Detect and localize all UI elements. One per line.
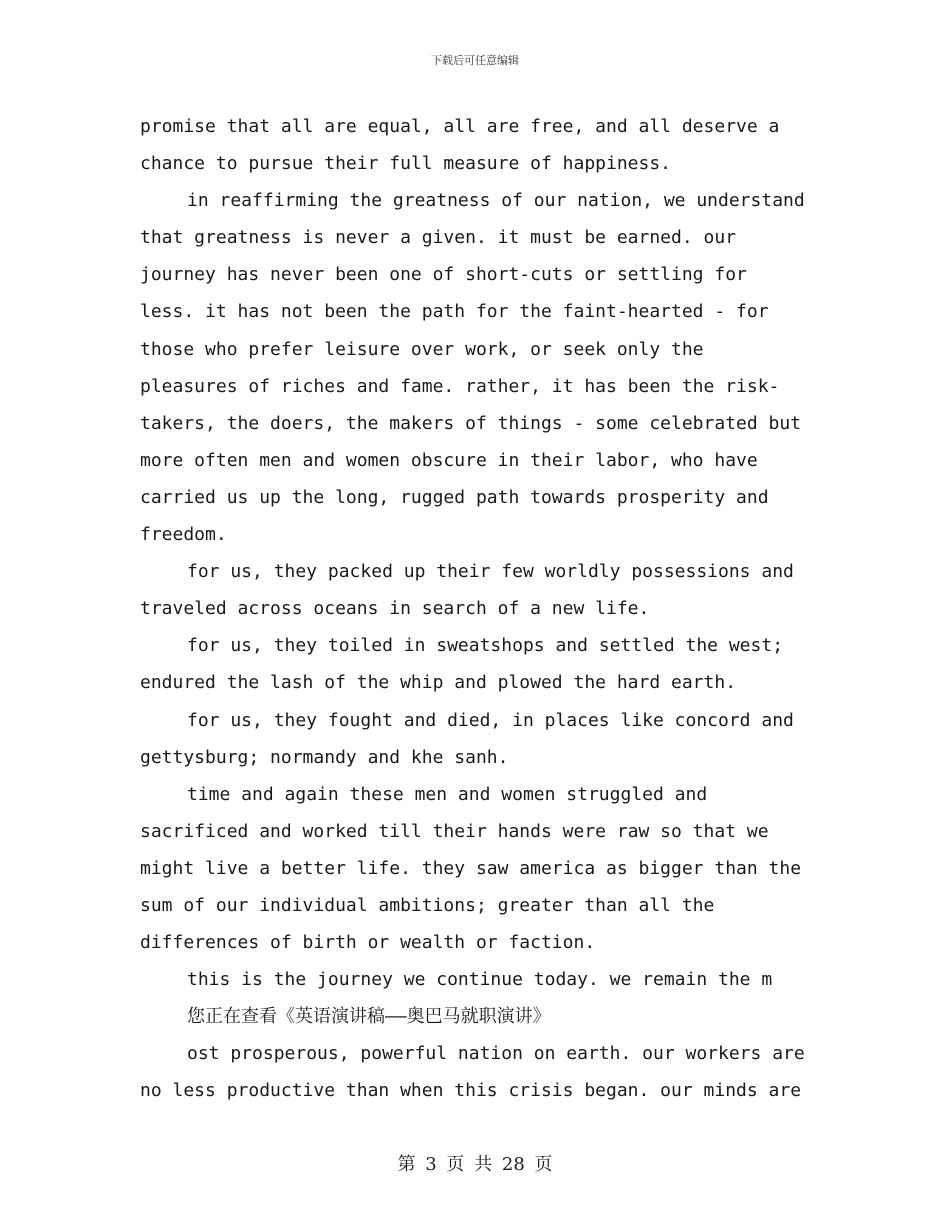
text-line: sacrificed and worked till their hands were raw so that we — [140, 820, 769, 842]
footer-total-word: 共 — [474, 1154, 493, 1175]
header-note: 下载后可任意编辑 — [431, 54, 519, 67]
text-line: those who prefer leisure over work, or seek only the — [140, 338, 704, 360]
text-line: traveled across oceans in search of a new life. — [140, 598, 650, 620]
text-line: carried us up the long, rugged path towards prosperity and — [140, 486, 769, 508]
page-footer — [0, 1154, 950, 1176]
text-line: differences of birth or wealth or faction. — [140, 932, 596, 954]
text-line: this is the journey we continue today. we remain the m — [187, 969, 773, 991]
text-line: journey has never been one of short-cuts or settling for — [140, 264, 747, 286]
text-line: takers, the doers, the makers of things - some celebrated but — [140, 412, 802, 434]
text-line: time and again these men and women struggled and — [187, 783, 708, 805]
text-line: for us, they fought and died, in places like concord and — [187, 709, 794, 731]
text-line: freedom. — [140, 524, 227, 546]
current-page-number: 3 — [425, 1154, 437, 1175]
text-line: might live a better life. they saw america as bigger than the — [140, 857, 802, 879]
text-line: gettysburg; normandy and khe sanh. — [140, 746, 509, 768]
text-line: less. it has not been the path for the faint-hearted - for — [140, 301, 769, 323]
text-line: ost prosperous, powerful nation on earth. our workers are — [187, 1043, 805, 1065]
text-line: promise that all are equal, all are free, and all deserve a — [140, 116, 780, 137]
text-line: sum of our individual ambitions; greater than all the — [140, 894, 715, 916]
total-pages-number: 28 — [501, 1154, 525, 1175]
text-line: endured the lash of the whip and plowed the hard earth. — [140, 672, 737, 694]
text-line: more often men and women obscure in their labor, who have — [140, 449, 758, 471]
text-line: that greatness is never a given. it must be earned. our — [140, 227, 737, 249]
footer-prefix: 第 — [397, 1154, 416, 1175]
text-line: for us, they packed up their few worldly possessions and — [187, 561, 794, 583]
text-line: in reaffirming the greatness of our nation, we understand — [187, 190, 805, 212]
text-line: chance to pursue their full measure of happiness. — [140, 153, 672, 175]
footer-suffix: 页 — [534, 1154, 553, 1175]
text-line: no less productive than when this crisis began. our minds are — [140, 1080, 802, 1102]
text-line: for us, they toiled in sweatshops and settled the west; — [187, 635, 784, 657]
text-line: pleasures of riches and fame. rather, it has been the risk- — [140, 375, 780, 397]
document-body — [140, 108, 820, 1110]
text-line: 您正在查看《英语演讲稿——奥巴马就职演讲》 — [187, 1006, 551, 1028]
footer-page-word: 页 — [446, 1154, 465, 1175]
page-header — [0, 54, 950, 68]
